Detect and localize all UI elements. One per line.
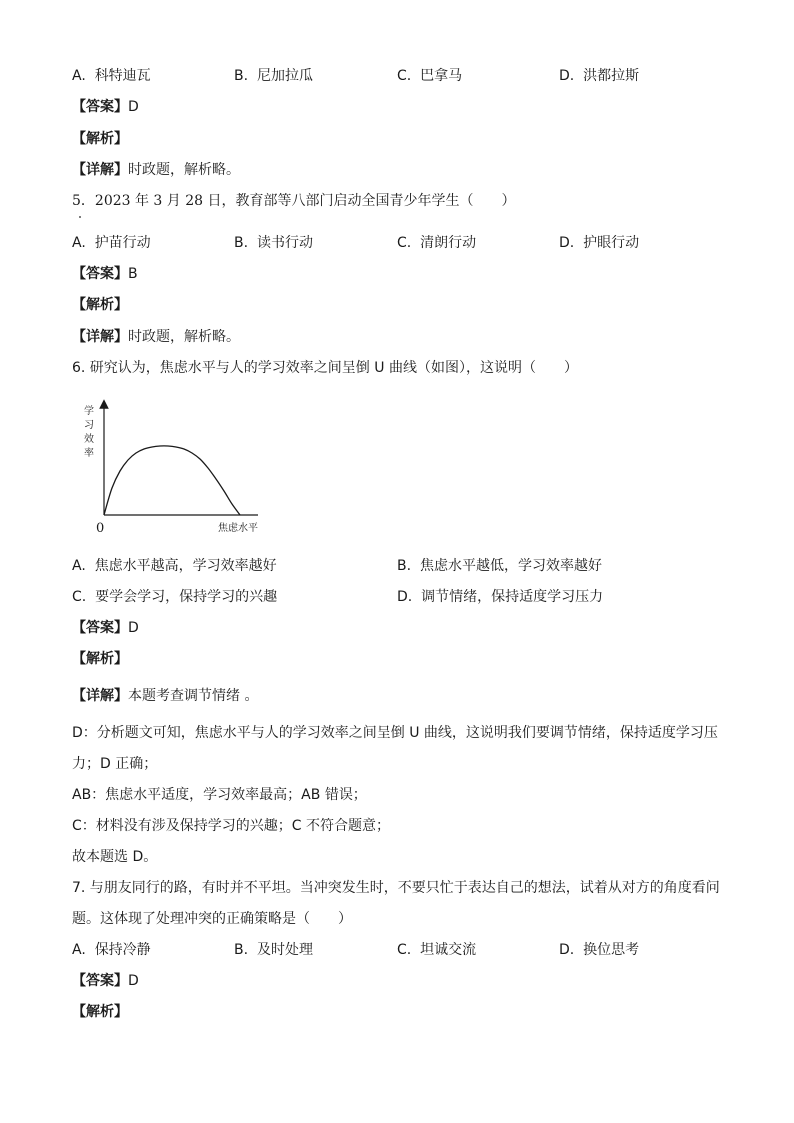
answer-label: 【答案】	[72, 266, 128, 282]
option-text: 洪都拉斯	[583, 68, 640, 84]
option-letter: D.	[397, 589, 413, 605]
q6-detail	[72, 686, 258, 706]
q7-option-d	[559, 940, 639, 960]
option-letter: C.	[397, 942, 412, 958]
option-letter: A.	[72, 235, 86, 251]
q6-explain-line: D：分析题文可知，焦虑水平与人的学习效率之间呈倒 U 曲线，这说明我们要调节情绪，保持适度学习压	[72, 725, 718, 741]
x-axis-label: 焦虑水平	[218, 523, 258, 534]
option-letter: B.	[234, 942, 249, 958]
q6-option-b	[397, 556, 602, 576]
option-text: 科特迪瓦	[94, 68, 151, 84]
q5-option-d	[559, 233, 639, 253]
q4-analysis-label: 【解析】	[72, 131, 128, 147]
q4-answer	[72, 97, 139, 117]
option-letter: A.	[72, 68, 86, 84]
option-letter: B.	[234, 68, 249, 84]
y-axis-label-char: 学	[84, 406, 94, 417]
q4-option-a	[72, 66, 151, 86]
option-letter: C.	[72, 589, 87, 605]
q6-explain-line: 力；D 正确；	[72, 756, 158, 772]
answer-value: D	[128, 620, 139, 636]
option-letter: A.	[72, 558, 86, 574]
option-text: 及时处理	[256, 942, 313, 958]
option-text: 护眼行动	[583, 235, 640, 251]
option-text: 调节情绪，保持适度学习压力	[421, 589, 604, 605]
q7-option-b	[234, 940, 313, 960]
q7-stem-line: 题。这体现了处理冲突的正确策略是（ ）	[72, 911, 352, 927]
option-text: 清朗行动	[420, 235, 477, 251]
option-letter: D.	[559, 942, 575, 958]
inverted-u-chart	[80, 398, 280, 543]
efficiency-curve	[104, 446, 240, 515]
detail-label: 【详解】	[72, 162, 128, 178]
answer-value: B	[128, 266, 138, 282]
option-text: 换位思考	[583, 942, 640, 958]
y-axis-label-char: 效	[84, 434, 94, 445]
stray-dot	[79, 216, 81, 218]
q7-answer	[72, 971, 139, 991]
q6-stem: 6. 研究认为，焦虑水平与人的学习效率之间呈倒 U 曲线（如图），这说明（ ）	[72, 360, 578, 376]
q6-option-a	[72, 556, 277, 576]
option-text: 要学会学习，保持学习的兴趣	[95, 589, 278, 605]
q5-option-a	[72, 233, 151, 253]
q4-detail	[72, 160, 240, 180]
q6-explain-line: AB：焦虑水平适度，学习效率最高；AB 错误；	[72, 787, 367, 803]
option-text: 读书行动	[256, 235, 313, 251]
detail-label: 【详解】	[72, 329, 128, 345]
answer-label: 【答案】	[72, 99, 128, 115]
q5-option-b	[234, 233, 313, 253]
option-letter: D.	[559, 68, 575, 84]
option-letter: C.	[397, 68, 412, 84]
y-axis-label	[84, 404, 94, 459]
q7-option-c	[397, 940, 476, 960]
option-text: 巴拿马	[420, 68, 463, 84]
answer-value: D	[128, 973, 139, 989]
q5-detail	[72, 327, 240, 347]
option-letter: A.	[72, 942, 86, 958]
option-letter: C.	[397, 235, 412, 251]
q5-analysis-label: 【解析】	[72, 297, 128, 313]
detail-text: 本题考查调节情绪 。	[128, 688, 259, 704]
option-text: 护苗行动	[94, 235, 151, 251]
option-letter: B.	[397, 558, 412, 574]
answer-label: 【答案】	[72, 973, 128, 989]
detail-label: 【详解】	[72, 688, 128, 704]
q4-option-c	[397, 66, 462, 86]
y-axis-label-char: 率	[84, 448, 94, 459]
q6-explain-line: 故本题选 D。	[72, 849, 158, 865]
option-text: 焦虑水平越低，学习效率越好	[419, 558, 602, 574]
option-text: 保持冷静	[94, 942, 151, 958]
q5-answer	[72, 264, 138, 284]
q6-option-d	[397, 587, 603, 607]
q5-stem: 5．2023 年 3 月 28 日，教育部等八部门启动全国青少年学生（ ）	[72, 193, 516, 209]
option-text: 焦虑水平越高，学习效率越好	[94, 558, 277, 574]
q7-analysis-label: 【解析】	[72, 1004, 128, 1020]
q6-explain-line: C：材料没有涉及保持学习的兴趣；C 不符合题意；	[72, 818, 390, 834]
q7-stem-line: 7. 与朋友同行的路，有时并不平坦。当冲突发生时，不要只忙于表达自己的想法，试着从对方的角度看问	[72, 880, 720, 896]
q6-analysis-label: 【解析】	[72, 651, 128, 667]
option-text: 坦诚交流	[420, 942, 477, 958]
detail-text: 时政题，解析略。	[128, 162, 240, 178]
answer-label: 【答案】	[72, 620, 128, 636]
origin-label: 0	[96, 521, 105, 536]
q6-answer	[72, 618, 139, 638]
q4-option-d	[559, 66, 639, 86]
q7-option-a	[72, 940, 151, 960]
q6-option-c	[72, 587, 277, 607]
option-letter: D.	[559, 235, 575, 251]
detail-text: 时政题，解析略。	[128, 329, 240, 345]
option-letter: B.	[234, 235, 249, 251]
q4-option-b	[234, 66, 313, 86]
answer-value: D	[128, 99, 139, 115]
option-text: 尼加拉瓜	[256, 68, 313, 84]
y-axis-label-char: 习	[84, 420, 94, 431]
q5-option-c	[397, 233, 476, 253]
